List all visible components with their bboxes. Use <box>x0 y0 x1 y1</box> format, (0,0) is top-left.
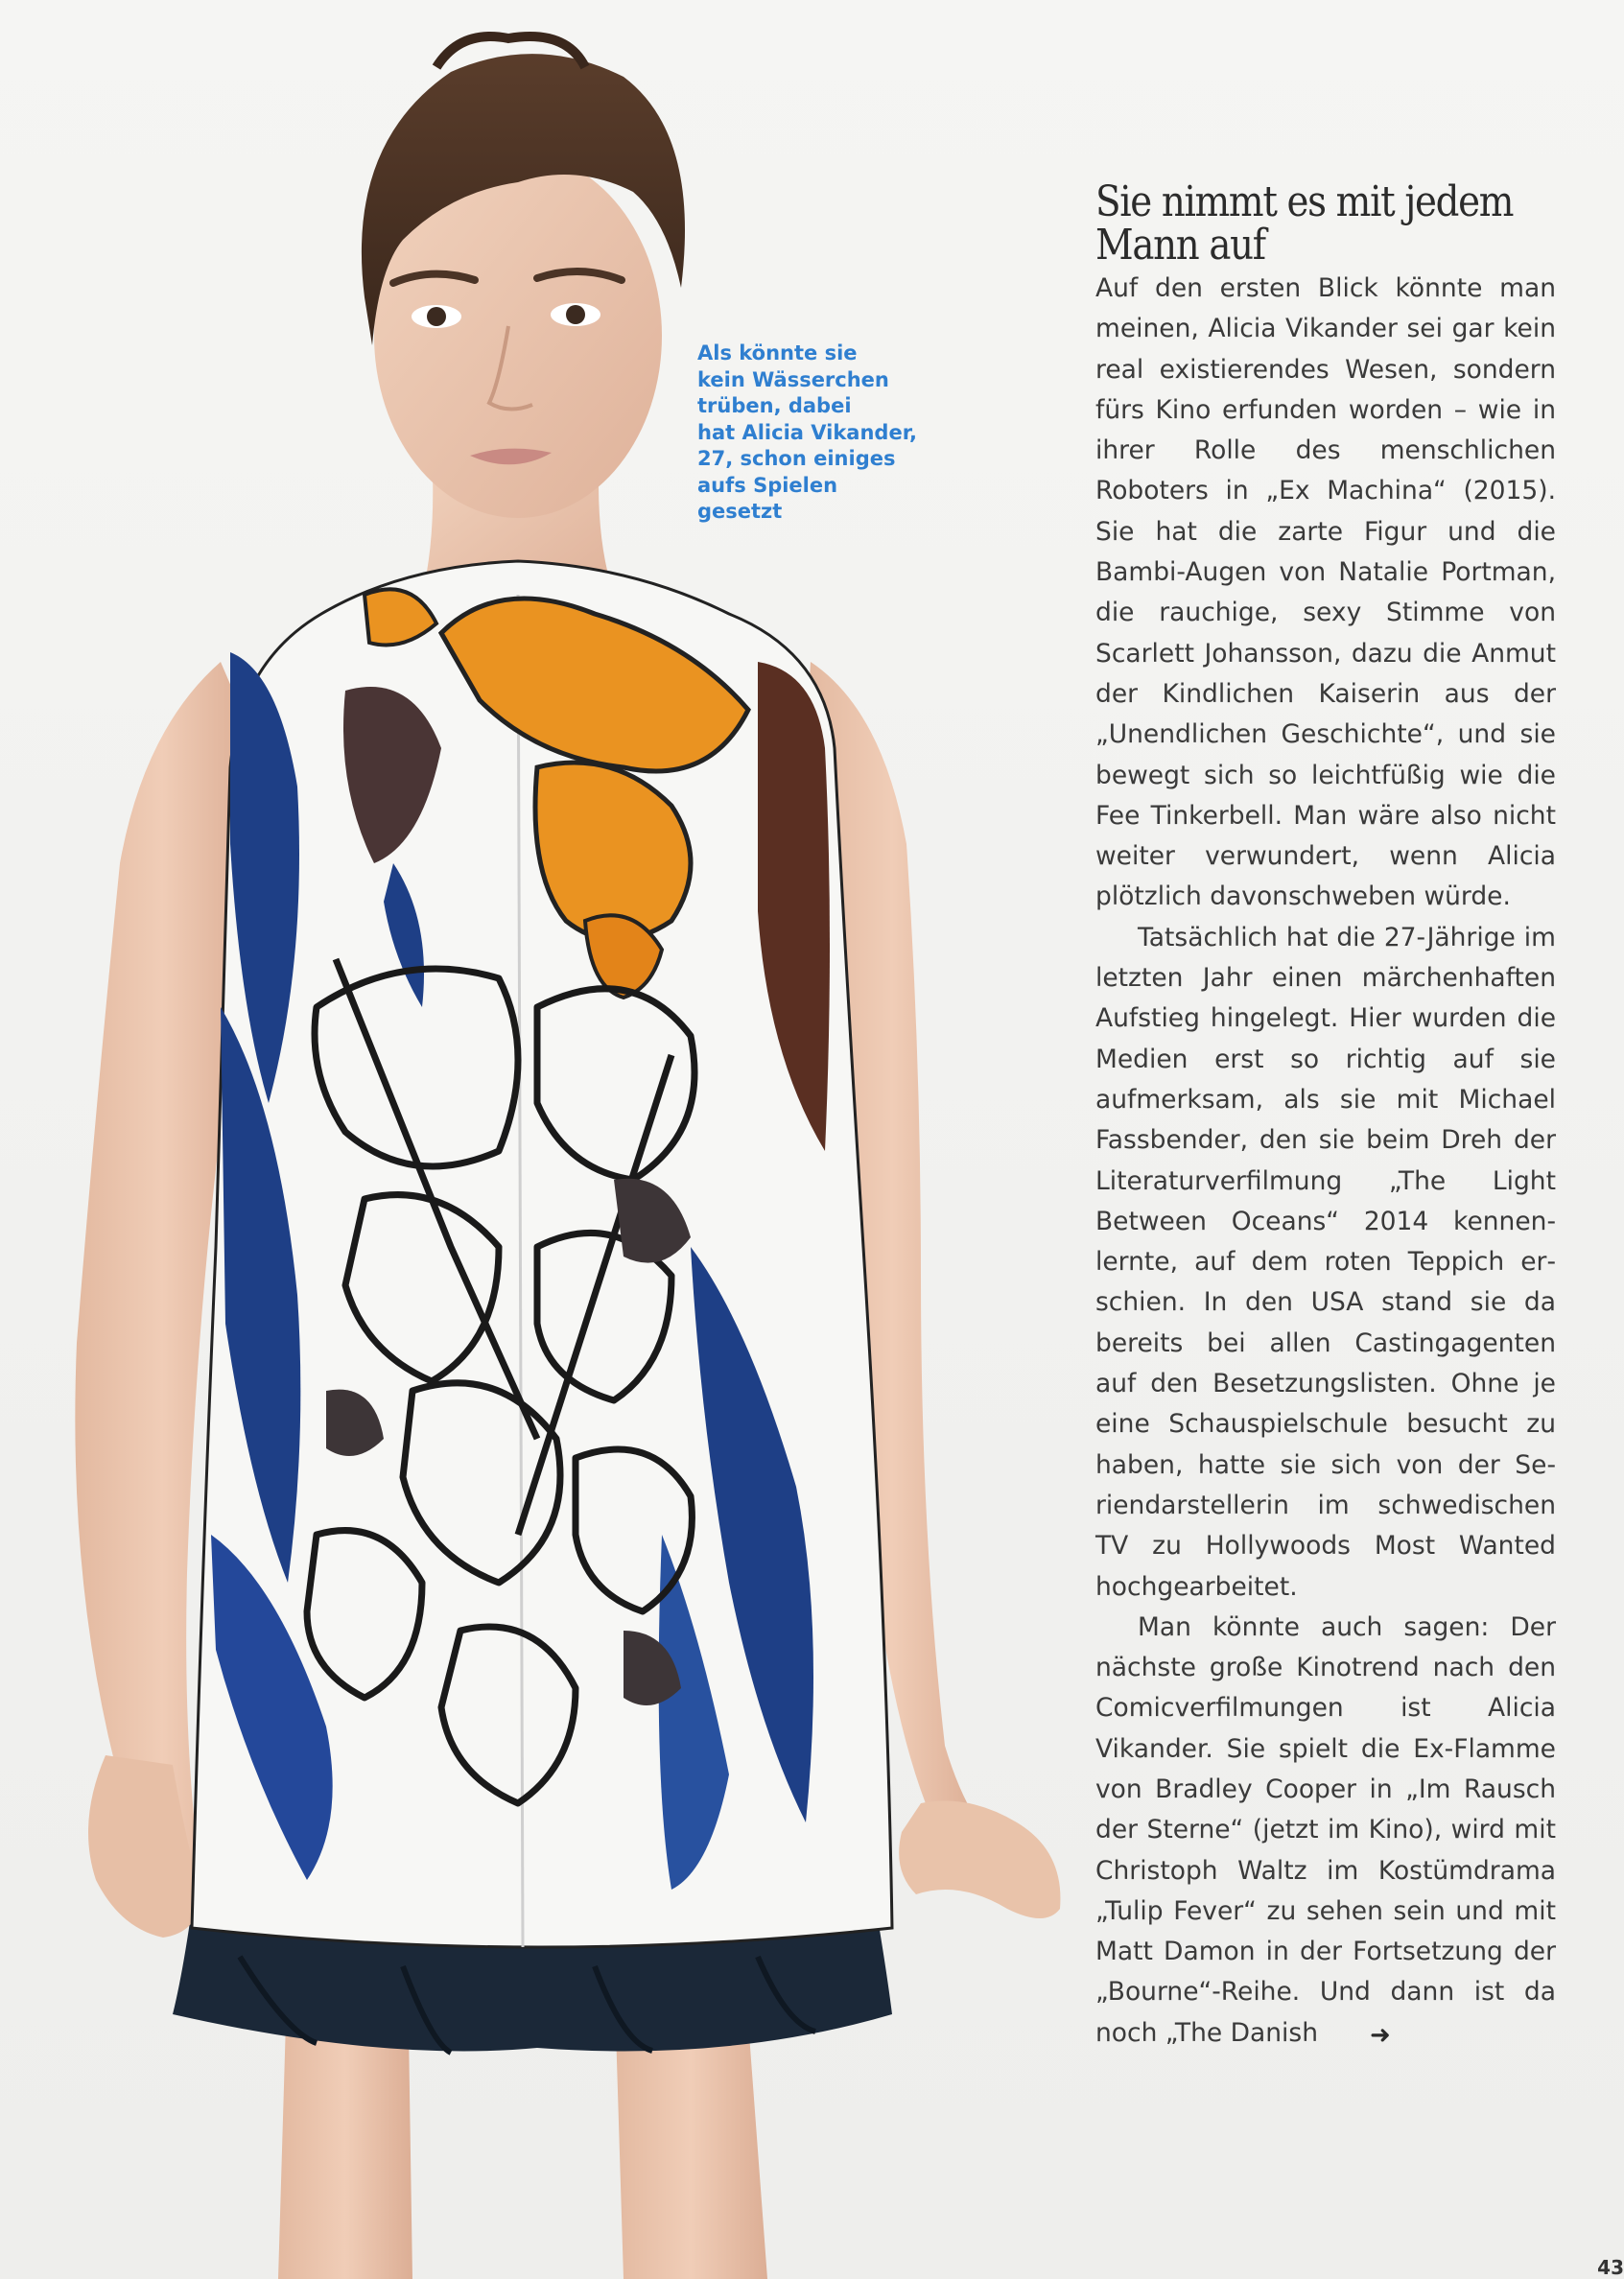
continue-arrow-icon: ➜ <box>1370 2020 1391 2050</box>
photo-caption: Als könnte sie kein Wässerchen trüben, dabei hat Alicia Vikander, 27, schon einiges aufs Spielen gesetzt <box>697 341 917 523</box>
article-body <box>1095 269 1556 2056</box>
article-paragraph-3-text: Man könnte auch sagen: Der nächste große Kinotrend nach den Comicverfilmungen ist Alicia Vikander. Sie spielt die Ex-Flamme von Bradley Cooper in „Im Rausch der Sterne“ (jetzt im Kino), wird mit Christoph Waltz im Kostümdrama „Tulip Fever“ zu sehen sein und mit Matt Damon in der Fortsetzung der „Bourne“-Reihe. Und dann ist da noch „The Danish <box>1095 1611 1556 2048</box>
article-paragraph-1: Auf den ersten Blick könnte man meinen, Alicia Vikander sei gar kein real existierendes Wesen, sondern fürs Kino erfunden worden – wie in ihrer Rolle des menschlichen Roboters in „Ex Machina“ (2015). Sie hat die zarte Figur und die Bambi-Augen von Natalie Portman, die rauchige, sexy Stimme von Scarlett Johansson, dazu die Anmut der Kindlichen Kaiserin aus der „Unendlichen Geschichte“, und sie bewegt sich so leichtfüßig wie die Fee Tinkerbell. Man wäre also nicht weiter verwundert, wenn Alicia plötzlich davonschweben würde. <box>1095 273 1556 912</box>
page-number: 43 <box>1597 2256 1624 2279</box>
article-paragraph-3 <box>1095 1608 1556 2056</box>
article-paragraph-2: Tatsächlich hat die 27-Jährige im letzten Jahr einen märchenhaften Aufstieg hingelegt. Hier wurden die Medien erst so richtig auf sie aufmerksam, als sie mit Michael Fassbender, den sie beim Dreh der Literaturverfilmung „The Light Between Oceans“ 2014 kennenlernte, auf dem roten Teppich erschien. In den USA stand sie da bereits bei allen Castingagenten auf den Besetzungslisten. Ohne je eine Schauspielschule besucht zu haben, hatte sie sich von der Seriendarstellerin im schwedischen TV zu Hollywoods Most Wanted hochgearbeitet. <box>1095 922 1556 1602</box>
article-headline: Sie nimmt es mit jedem Mann auf <box>1095 177 1514 270</box>
article-column <box>1095 177 1556 2056</box>
